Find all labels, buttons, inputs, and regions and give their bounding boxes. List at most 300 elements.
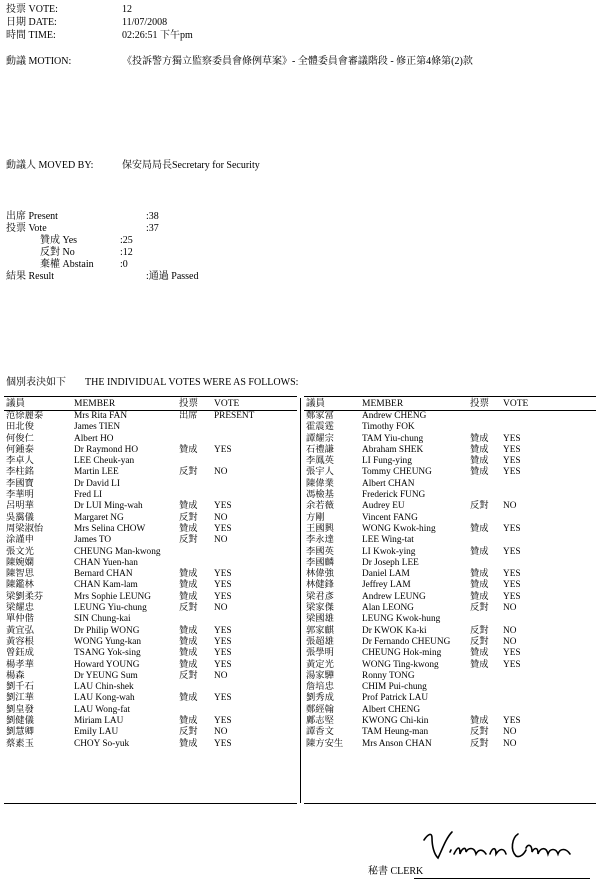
member-name-cn: 何俊仁 [6,433,34,444]
stat-yes [6,235,199,247]
table-row [6,626,264,637]
member-name-en: KWONG Chi-kin [362,716,429,727]
vote-en: NO [503,738,517,749]
member-name-cn: 范徐麗泰 [6,411,44,421]
table-bottom-rule-right [304,803,596,804]
member-name-cn: 劉秀成 [306,693,334,704]
table-row [306,547,553,558]
table-row [6,693,264,704]
member-name-cn: 林健鋒 [306,580,334,591]
table-row [6,716,264,727]
col-vote-en: VOTE [503,399,529,409]
member-name-en: Howard YOUNG [74,659,140,670]
vote-en: YES [214,693,232,704]
member-name-cn: 鄺志堅 [306,716,334,727]
member-name-en: Dr Joseph LEE [362,557,419,568]
table-row [6,569,264,580]
member-name-en: LAU Chin-shek [74,682,134,693]
vote-en: YES [214,636,232,647]
clerk-label: 秘書 CLERK [368,866,424,877]
vote-en: YES [503,546,521,557]
member-name-cn: 吳靄儀 [6,512,34,523]
present-label: 出席 Present [6,211,58,222]
vote-cn [179,422,214,433]
member-name-en: Andrew CHENG [362,411,427,421]
vote-cn [470,411,503,422]
time-value: 02:26:51 下午pm [122,30,193,41]
vote-en [503,614,553,625]
table-row [6,727,264,738]
vote-cn: 贊成 [470,467,489,478]
vote-en [214,490,264,501]
vote-cn [179,547,214,558]
member-name-en: LEUNG Kwok-hung [362,614,441,625]
vote-count-value: :37 [146,223,159,234]
member-name-cn: 陳婉嫻 [6,557,34,568]
member-name-cn: 張文光 [6,546,34,557]
vote-cn: 贊成 [470,523,489,534]
member-name-cn: 李華明 [6,490,34,501]
vote-en: YES [214,501,232,512]
table-row [6,547,264,558]
vote-en [503,558,553,569]
member-name-en: Dr KWOK Ka-ki [362,625,427,636]
member-name-cn: 方剛 [306,512,325,523]
member-name-cn: 鄭經翰 [306,704,334,715]
col-vote-en: VOTE [214,399,240,409]
table-row [306,705,553,716]
member-name-cn: 劉慧卿 [6,727,34,738]
vote-en: YES [503,569,521,580]
member-name-cn: 鄭家富 [306,411,334,421]
member-name-cn: 李卓人 [6,456,34,467]
member-name-en: TAM Heung-man [362,727,429,738]
member-name-cn: 何鍾泰 [6,444,34,455]
abstain-value: :0 [120,259,128,270]
vote-cn: 反對 [179,603,198,614]
member-name-en: Jeffrey LAM [362,580,411,591]
vote-cn: 贊成 [470,444,489,455]
column-divider [300,398,301,803]
vote-cn: 贊成 [179,569,198,580]
table-row [6,467,264,478]
vote-en: NO [214,467,228,478]
col-vote-cn: 投票 [470,399,490,409]
table-bottom-rule-left [4,803,297,804]
table-row [306,580,553,591]
member-name-en: Dr Philip WONG [74,625,140,636]
table-row [6,592,264,603]
vote-en: YES [214,523,232,534]
member-name-en: Margaret NG [74,512,124,523]
vote-en [503,411,553,422]
member-name-cn: 張學明 [306,648,334,659]
vote-en: NO [214,670,228,681]
member-name-en: WONG Ting-kwong [362,659,439,670]
member-name-cn: 梁國雄 [306,614,334,625]
table-top-rule-left [4,396,297,397]
table-row [6,614,264,625]
vote-en [214,614,264,625]
vote-cn: 贊成 [179,659,198,670]
member-name-en: Tommy CHEUNG [362,467,432,478]
member-name-en: James TO [74,535,112,546]
vote-cn: 反對 [470,625,489,636]
vote-cn: 贊成 [470,659,489,670]
table-row [6,535,264,546]
vote-cn: 贊成 [470,456,489,467]
vote-en [214,434,264,445]
table-row [6,490,264,501]
no-value: :12 [120,247,133,258]
table-row [6,434,264,445]
table-row [306,637,553,648]
vote-cn: 反對 [470,727,489,738]
member-name-cn: 張超雄 [306,636,334,647]
member-name-en: Fred LI [74,490,103,501]
individual-title-cn: 個別表決如下 [6,377,66,388]
member-name-en: LI Kwok-ying [362,546,416,557]
member-name-en: CHIM Pui-chung [362,682,427,693]
member-name-en: LAU Wong-fat [74,704,131,715]
table-row [306,558,553,569]
table-row [6,603,264,614]
member-name-en: Bernard CHAN [74,569,133,580]
vote-en: YES [503,433,521,444]
member-name-cn: 王國興 [306,523,334,534]
vote-number: 12 [122,4,132,15]
vote-en [503,513,553,524]
vote-cn: 反對 [179,467,198,478]
vote-en [214,558,264,569]
table-row [6,524,264,535]
vote-cn [179,456,214,467]
vote-en: NO [503,727,517,738]
member-name-en: Martin LEE [74,467,119,478]
member-name-en: Dr Raymond HO [74,444,139,455]
vote-en [503,422,553,433]
vote-cn [470,422,503,433]
vote-en: YES [214,659,232,670]
table-row [6,660,264,671]
individual-title-en: THE INDIVIDUAL VOTES WERE AS FOLLOWS: [85,377,299,388]
vote-cn: 贊成 [179,738,198,749]
table-row [6,682,264,693]
member-name-en: Prof Patrick LAU [362,693,429,704]
vote-en [214,456,264,467]
motion-text: 《投訴警方獨立監察委員會條例草案》- 全體委員會審議階段 - 修正第4條第(2)款 [122,56,473,67]
member-name-en: LI Fung-ying [362,456,412,467]
vote-en: YES [214,591,232,602]
table-row [306,411,553,422]
vote-en: NO [214,512,228,523]
yes-value: :25 [120,235,133,246]
stat-vote [6,223,199,235]
votes-table-right [306,398,553,750]
vote-en: YES [503,591,521,602]
vote-cn: 贊成 [179,693,198,704]
table-row [306,513,553,524]
vote-en: YES [503,659,521,670]
vote-en: NO [503,636,517,647]
table-row [6,479,264,490]
vote-count-label: 投票 Vote [6,223,47,234]
table-row [306,535,553,546]
vote-cn [179,614,214,625]
vote-label: 投票 VOTE: [6,4,58,15]
date-label: 日期 DATE: [6,17,57,28]
member-name-cn: 梁劉柔芬 [6,591,44,602]
vote-cn: 贊成 [179,648,198,659]
member-name-en: Albert CHENG [362,704,421,715]
vote-en [503,479,553,490]
member-name-en: WONG Kwok-hing [362,523,436,534]
vote-en: YES [214,444,232,455]
vote-cn: 贊成 [179,444,198,455]
member-name-cn: 林偉強 [306,569,334,580]
table-row [306,569,553,580]
vote-cn [470,479,503,490]
table-row [306,467,553,478]
member-name-cn: 黃宜弘 [6,625,34,636]
member-name-en: CHAN Yuen-han [74,557,138,568]
member-name-cn: 譚耀宗 [306,433,334,444]
individual-votes-title [6,377,298,389]
member-name-en: LAU Kong-wah [74,693,135,704]
table-row [6,411,264,422]
stat-present [6,211,199,223]
vote-cn: 贊成 [470,433,489,444]
vote-en: NO [503,625,517,636]
table-header-right [306,398,553,411]
member-name-cn: 劉皇發 [6,704,34,715]
member-name-en: Miriam LAU [74,716,124,727]
col-member-en: MEMBER [74,399,116,409]
table-row [6,456,264,467]
member-name-en: Audrey EU [362,501,405,512]
vote-en [214,682,264,693]
member-name-en: CHOY So-yuk [74,738,130,749]
member-name-cn: 郭家麒 [306,625,334,636]
member-name-en: WONG Yung-kan [74,636,142,647]
member-name-cn: 李永達 [306,535,334,546]
vote-cn: 贊成 [179,580,198,591]
table-row [6,705,264,716]
member-name-cn: 陳方安生 [306,738,344,749]
vote-en: YES [214,580,232,591]
member-name-en: Dr LUI Ming-wah [74,501,143,512]
vote-en: NO [214,603,228,614]
vote-en: NO [214,727,228,738]
member-name-cn: 詹培忠 [306,682,334,693]
vote-cn: 贊成 [179,591,198,602]
vote-cn [470,513,503,524]
member-name-en: James TIEN [74,422,121,433]
member-name-en: Emily LAU [74,727,119,738]
table-row [306,648,553,659]
clerk-signature [420,824,580,868]
member-name-en: Albert CHAN [362,478,415,489]
table-row [6,648,264,659]
vote-en: YES [214,625,232,636]
table-row [306,456,553,467]
member-name-cn: 余若薇 [306,501,334,512]
vote-en [503,682,553,693]
member-name-en: Mrs Anson CHAN [362,738,432,749]
vote-cn [470,671,503,682]
vote-cn: 贊成 [179,523,198,534]
table-row [306,445,553,456]
member-name-en: SIN Chung-kai [74,614,131,625]
member-name-en: CHAN Kam-lam [74,580,138,591]
member-name-cn: 李國寶 [6,478,34,489]
table-top-rule-right [304,396,596,397]
member-name-en: Mrs Rita FAN [74,411,128,421]
table-row [6,558,264,569]
vote-cn: 贊成 [179,716,198,727]
header-row-vote [6,3,193,16]
vote-cn: 反對 [179,512,198,523]
table-row [6,580,264,591]
member-name-en: Abraham SHEK [362,444,424,455]
member-name-cn: 劉健儀 [6,716,34,727]
member-name-en: Alan LEONG [362,603,414,614]
member-name-cn: 周梁淑怡 [6,523,44,534]
member-name-cn: 黃容根 [6,636,34,647]
table-row [306,490,553,501]
member-name-en: Mrs Sophie LEUNG [74,591,151,602]
table-row [306,479,553,490]
member-name-en: Mrs Selina CHOW [74,523,146,534]
stats-block [6,211,199,283]
time-label: 時間 TIME: [6,30,56,41]
table-row [306,671,553,682]
member-name-cn: 李國英 [306,546,334,557]
member-name-cn: 霍震霆 [306,422,334,433]
member-name-cn: 馮檢基 [306,490,334,501]
col-member-cn: 議員 [306,399,326,409]
member-name-en: Ronny TONG [362,670,415,681]
vote-en [503,535,553,546]
vote-cn [179,434,214,445]
vote-cn: 贊成 [470,591,489,602]
stat-abstain [6,259,199,271]
no-label: 反對 No [40,247,75,258]
member-name-cn: 田北俊 [6,422,34,433]
vote-cn [470,535,503,546]
vote-en: YES [214,738,232,749]
vote-en: NO [214,535,228,546]
vote-en [214,422,264,433]
vote-cn: 贊成 [470,569,489,580]
vote-cn [179,558,214,569]
vote-en [503,490,553,501]
yes-label: 贊成 Yes [40,235,78,246]
vote-cn: 贊成 [470,580,489,591]
vote-cn: 反對 [470,636,489,647]
table-row [306,716,553,727]
member-name-cn: 李柱銘 [6,467,34,478]
vote-cn: 贊成 [470,546,489,557]
member-name-en: Daniel LAM [362,569,410,580]
vote-cn: 反對 [179,670,198,681]
member-name-en: Albert HO [74,433,114,444]
result-label: 結果 Result [6,271,55,282]
vote-en: YES [503,523,521,534]
motion-label: 動議 MOTION: [6,56,72,67]
table-row [306,739,553,750]
vote-cn: 贊成 [470,648,489,659]
clerk-signature-line [414,878,590,879]
member-name-cn: 劉千石 [6,682,34,693]
table-row [306,626,553,637]
table-row [6,501,264,512]
vote-cn [470,682,503,693]
table-row [306,501,553,512]
member-name-cn: 蔡素玉 [6,738,34,749]
member-name-en: Dr YEUNG Sum [74,670,138,681]
vote-cn: 贊成 [470,716,489,727]
table-row [306,603,553,614]
table-row [6,671,264,682]
vote-en [503,693,553,704]
vote-en: PRESENT [214,411,255,421]
stat-result [6,271,199,283]
vote-cn [179,682,214,693]
member-name-cn: 楊森 [6,670,25,681]
vote-cn: 反對 [179,727,198,738]
vote-cn [470,558,503,569]
member-name-en: TSANG Yok-sing [74,648,141,659]
table-row [306,682,553,693]
vote-cn: 贊成 [179,625,198,636]
vote-cn [470,693,503,704]
member-name-en: LEUNG Yiu-chung [74,603,147,614]
vote-cn: 贊成 [179,501,198,512]
member-name-cn: 梁君彥 [306,591,334,602]
member-name-cn: 李鳳英 [306,456,334,467]
table-row [306,614,553,625]
col-member-en: MEMBER [362,399,404,409]
moved-by-label: 動議人 MOVED BY: [6,160,94,171]
vote-cn [470,614,503,625]
abstain-label: 棄權 Abstain [40,259,94,270]
member-name-cn: 涂謹申 [6,535,34,546]
member-name-en: Timothy FOK [362,422,415,433]
vote-en: YES [214,648,232,659]
table-header-left [6,398,264,411]
member-name-cn: 梁耀忠 [6,603,34,614]
member-name-cn: 楊孝華 [6,659,34,670]
vote-en [503,671,553,682]
member-name-cn: 陳鑑林 [6,580,34,591]
member-name-cn: 單仲偕 [6,614,34,625]
vote-en [214,479,264,490]
vote-en [214,705,264,716]
vote-cn [470,705,503,716]
member-name-en: CHEUNG Man-kwong [74,546,161,557]
table-body-left [6,411,264,750]
member-name-cn: 曾鈺成 [6,648,34,659]
vote-en [503,705,553,716]
member-name-cn: 譚香文 [306,727,334,738]
vote-en: NO [503,603,517,614]
member-name-en: TAM Yiu-chung [362,433,424,444]
vote-cn: 反對 [470,603,489,614]
member-name-cn: 湯家驊 [306,670,334,681]
member-name-cn: 黃定光 [306,659,334,670]
table-row [306,592,553,603]
